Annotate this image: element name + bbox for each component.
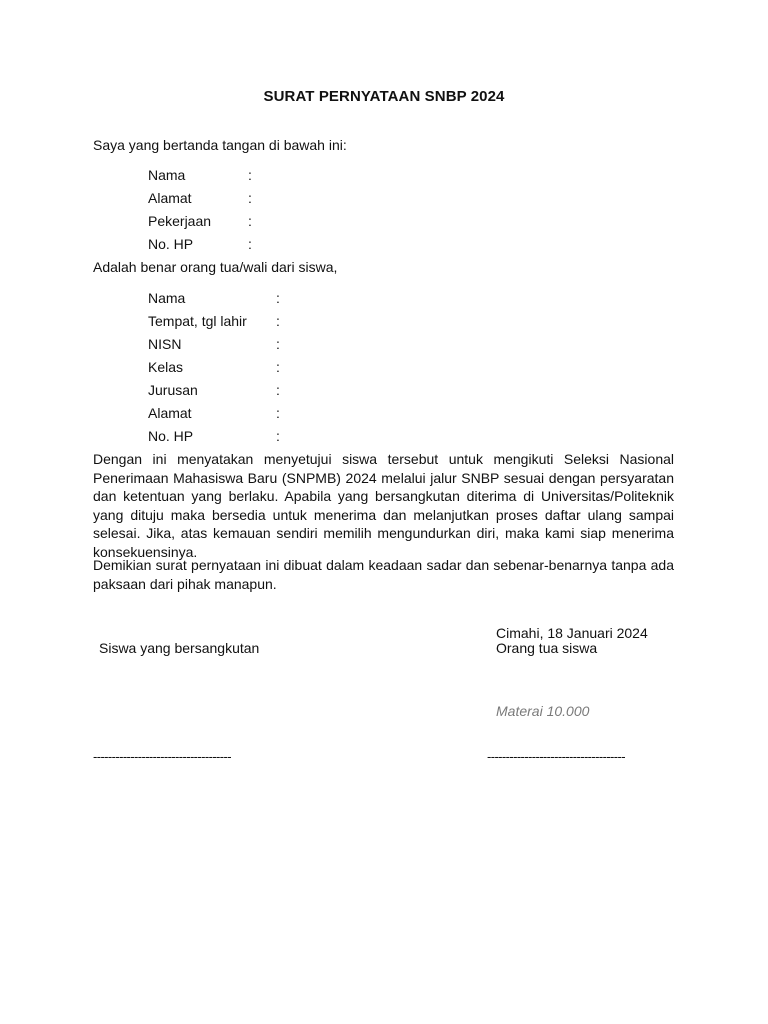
document-title: SURAT PERNYATAAN SNBP 2024: [263, 88, 505, 105]
field-label: NISN: [148, 336, 182, 352]
field-label: Pekerjaan: [148, 213, 212, 229]
field-label: No. HP: [148, 428, 194, 444]
field-label: Nama: [148, 167, 186, 183]
closing-paragraph: Demikian surat pernyataan ini dibuat dalam keadaan sadar dan sebenar-benarnya tanpa ada paksaan dari pihak manapun.: [93, 557, 674, 592]
place-date: Cimahi, 18 Januari 2024: [496, 625, 648, 641]
relation-text: Adalah benar orang tua/wali dari siswa,: [93, 259, 338, 275]
field-label: Kelas: [148, 359, 184, 375]
field-colon: :: [248, 213, 252, 229]
field-colon: :: [276, 382, 280, 398]
student-signature-label: Siswa yang bersangkutan: [99, 640, 260, 656]
statement-paragraph: Dengan ini menyatakan menyetujui siswa tersebut untuk mengikuti Seleksi Nasional Penerimaan Mahasiswa Baru (SNPMB) 2024 melalui jalur SNBP sesuai dengan persyaratan dan ketentuan yang berlaku. Apabila yang bersangkutan diterima di Universitas/Politeknik yang dituju maka bersedia untuk menerima dan melanjutkan proses daftar ulang sampai selesai. Jika, atas kemauan sendiri memilih mengundurkan diri, maka kami siap menerima konsekuensinya.: [93, 451, 674, 560]
intro-text: Saya yang bertanda tangan di bawah ini:: [93, 137, 347, 153]
field-colon: :: [248, 190, 252, 206]
field-colon: :: [276, 336, 280, 352]
field-label: Nama: [148, 290, 186, 306]
field-label: Alamat: [148, 190, 192, 206]
field-colon: :: [276, 290, 280, 306]
field-label: No. HP: [148, 236, 194, 252]
field-label: Tempat, tgl lahir: [148, 313, 247, 329]
student-signature-line: -------------------------------------: [93, 749, 231, 764]
parent-signature-line: -------------------------------------: [487, 749, 625, 764]
field-colon: :: [276, 428, 280, 444]
field-colon: :: [276, 313, 280, 329]
field-colon: :: [248, 236, 252, 252]
field-label: Jurusan: [148, 382, 198, 398]
field-label: Alamat: [148, 405, 192, 421]
parent-signature-label: Orang tua siswa: [496, 640, 598, 656]
stamp-duty-note: Materai 10.000: [496, 703, 590, 719]
field-colon: :: [276, 405, 280, 421]
field-colon: :: [248, 167, 252, 183]
field-colon: :: [276, 359, 280, 375]
